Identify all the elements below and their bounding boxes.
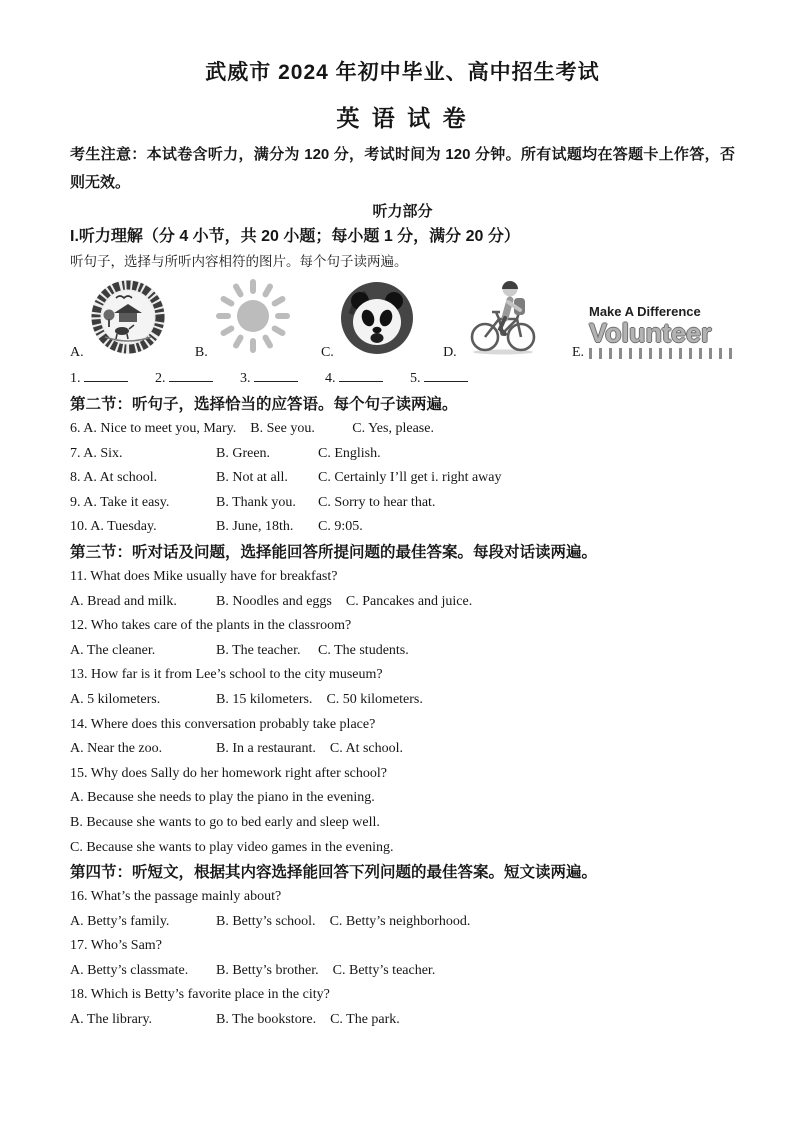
option: A. Bread and milk.: [70, 593, 177, 609]
answer-blank-1: [70, 366, 128, 392]
option: C. The students.: [318, 642, 409, 658]
option: 8. A. At school.: [70, 470, 158, 486]
answer-blanks-row: [70, 366, 735, 392]
question-17-text: 17. Who’s Sam?: [70, 938, 162, 954]
option: B. The bookstore.: [216, 1012, 317, 1028]
picture-option-c: [321, 280, 415, 361]
question-8-options: [70, 466, 735, 491]
volunteer-logo: [589, 304, 735, 361]
question-14-options: [70, 737, 735, 762]
sun-icon: [213, 276, 293, 361]
picture-option-e: [572, 304, 735, 361]
paper-cut-plate-icon: [89, 278, 167, 361]
option: C. Pancakes and juice.: [345, 593, 473, 609]
option: B. Betty’s school.: [216, 913, 316, 929]
option: C. Betty’s teacher.: [332, 962, 436, 978]
option: C. Certainly I’ll get i. right away: [318, 470, 502, 486]
volunteer-people-legs: [589, 348, 735, 359]
section3-title: 第三节：听对话及问题，选择能回答所提问题的最佳答案。每段对话读两遍。: [70, 543, 598, 561]
listening-part-label: 听力部分: [372, 203, 433, 220]
question-15-option-b: B. Because she wants to go to bed early and sleep well.: [70, 814, 380, 830]
question-15-option-c: C. Because she wants to play video games in the evening.: [70, 839, 394, 855]
option: C. English.: [318, 445, 381, 461]
section1-title: I.听力理解（分 4 小节，共 20 小题；每小题 1 分，满分 20 分）: [70, 228, 520, 245]
blank-underline: [339, 368, 383, 382]
option: 6. A. Nice to meet you, Mary.: [70, 421, 237, 436]
question-7-options: [70, 442, 735, 467]
option: C. Betty’s neighborhood.: [329, 913, 471, 929]
option: B. Green.: [216, 445, 271, 461]
section1-instruction: 听句子，选择与所听内容相符的图片。每个句子读两遍。: [70, 254, 408, 269]
question-15-text: 15. Why does Sally do her homework right after school?: [70, 765, 388, 781]
question-13-text: 13. How far is it from Lee’s school to the city museum?: [70, 667, 383, 683]
option: B. Noodles and eggs: [216, 593, 332, 609]
option: A. The library.: [70, 1012, 153, 1028]
blank-number: 3.: [240, 371, 251, 386]
option: B. 15 kilometers.: [216, 691, 313, 707]
blank-number: 1.: [70, 371, 81, 386]
picture-options-row: [70, 277, 735, 361]
kid-riding-bicycle-icon: [462, 276, 544, 361]
picture-option-b: [195, 276, 293, 361]
picture-label-b: B.: [194, 345, 208, 360]
picture-label-a: A.: [70, 345, 84, 360]
question-17-options: [70, 959, 735, 984]
answer-blank-2: [155, 366, 213, 392]
answer-blank-3: [240, 366, 298, 392]
option: B. See you.: [250, 421, 315, 436]
option: A. Betty’s classmate.: [70, 962, 189, 978]
blank-number: 4.: [325, 371, 336, 386]
question-18-options: [70, 1008, 735, 1033]
option: 10. A. Tuesday.: [70, 519, 157, 535]
exam-title: 武威市 2024 年初中毕业、高中招生考试: [205, 61, 600, 84]
question-14-text: 14. Where does this conversation probably take place?: [70, 716, 376, 732]
section4-title: 第四节：听短文，根据其内容选择能回答下列问题的最佳答案。短文读两遍。: [70, 864, 598, 882]
option: 7. A. Six.: [70, 445, 123, 461]
answer-blank-4: [325, 366, 383, 392]
option: A. The cleaner.: [70, 642, 156, 658]
section2-title: 第二节：听句子，选择恰当的应答语。每个句子读两遍。: [70, 396, 458, 413]
blank-number: 2.: [155, 371, 166, 386]
question-6-options: [70, 417, 735, 442]
volunteer-logo-word: Volunteer: [589, 318, 712, 348]
option: B. The teacher.: [216, 642, 301, 658]
question-10-options: [70, 515, 735, 540]
option: C. The park.: [330, 1012, 400, 1028]
answer-blank-5: [410, 366, 468, 392]
blank-number: 5.: [410, 371, 421, 386]
option: A. Near the zoo.: [70, 741, 163, 757]
question-13-options: [70, 688, 735, 713]
volunteer-logo-tagline: Make A Difference: [589, 304, 701, 319]
option: B. In a restaurant.: [216, 741, 316, 757]
picture-label-e: E.: [571, 345, 584, 360]
panda-icon: [339, 280, 415, 361]
blank-underline: [424, 368, 468, 382]
question-16-options: [70, 910, 735, 935]
question-9-options: [70, 491, 735, 516]
option: B. Thank you.: [216, 494, 296, 510]
question-12-options: [70, 639, 735, 664]
question-11-options: [70, 590, 735, 615]
option: C. 9:05.: [318, 519, 363, 535]
picture-option-a: [70, 278, 167, 361]
question-16-text: 16. What’s the passage mainly about?: [70, 889, 282, 905]
option: 9. A. Take it easy.: [70, 494, 170, 510]
blank-underline: [254, 368, 298, 382]
picture-label-c: C.: [320, 345, 334, 360]
blank-underline: [169, 368, 213, 382]
blank-underline: [84, 368, 128, 382]
picture-option-d: [443, 276, 544, 361]
question-11-text: 11. What does Mike usually have for breakfast?: [70, 568, 338, 584]
question-15-option-a: A. Because she needs to play the piano in the evening.: [70, 790, 375, 806]
option: C. At school.: [329, 741, 404, 757]
question-12-text: 12. Who takes care of the plants in the classroom?: [70, 618, 352, 634]
option: A. Betty’s family.: [70, 913, 170, 929]
option: B. Not at all.: [216, 470, 288, 486]
option: C. 50 kilometers.: [326, 691, 423, 707]
option: B. Betty’s brother.: [216, 962, 319, 978]
picture-label-d: D.: [443, 345, 457, 360]
option: A. 5 kilometers.: [70, 691, 161, 707]
question-18-text: 18. Which is Betty’s favorite place in the city?: [70, 987, 330, 1003]
option: B. June, 18th.: [216, 519, 294, 535]
option: C. Yes, please.: [352, 421, 434, 436]
option: C. Sorry to hear that.: [318, 494, 436, 510]
candidate-notice: 考生注意：本试卷含听力，满分为 120 分，考试时间为 120 分钟。所有试题均在答题卡上作答，否则无效。: [70, 146, 735, 191]
exam-subtitle: 英 语 试 卷: [336, 105, 469, 131]
